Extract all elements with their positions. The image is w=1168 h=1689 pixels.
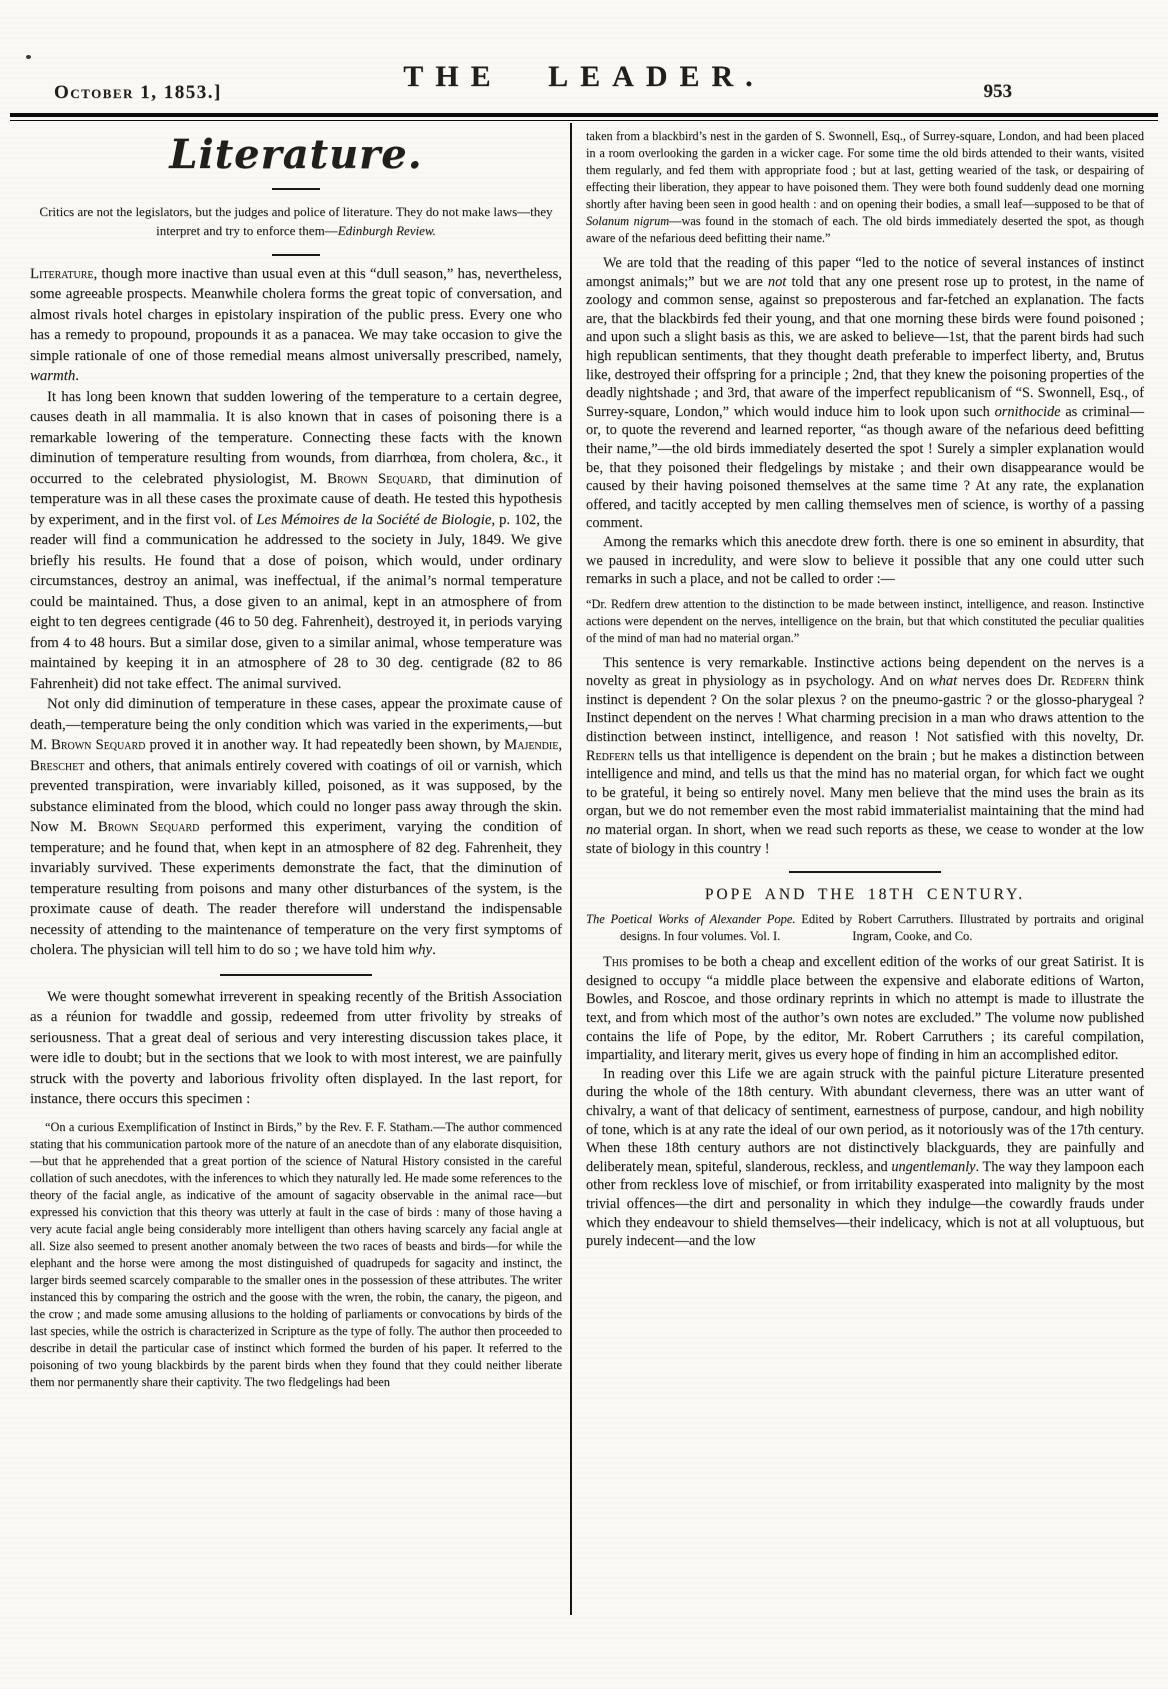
column-divider-rule <box>570 123 572 1615</box>
citation-text: The Poetical Works of Alexander Pope. Edited by Robert Carruthers. Illustrated by portraits and original designs. In four volumes. Vol. I. <box>586 912 1144 943</box>
masthead <box>0 60 1168 104</box>
article-paragraph: In reading over this Life we are again struck with the painful picture Literature presented during the whole of the 18th century. With abundant cleverness, there was an utter want of chivalry, a want of that delicacy of sentiment, earnestness of purpose, candour, and high nobility of tone, which is at any rate the ideal of our own period, as it notoriously was of the 17th century. When these 18th century authors are not distinctively blackguards, they are painfully and deliberately mean, spiteful, slanderous, reckless, and ungentlemanly. The way they lampoon each other from reckless love of mischief, or from irritability exasperated into malignity by the most trivial offences—the dirt and personality in which they indulge—the cowardly frauds under which they endeavour to shield themselves—their indelicacy, which is not at all voluptuous, but purely indecent—and the low <box>586 1065 1144 1250</box>
article-paragraph: We are told that the reading of this paper “led to the notice of several instances of instinct amongst animals;” but we are not told that any one present rose up to protest, in the name of zoology and common sense, against so preposterous and far-fetched an explanation. The facts are, that the blackbirds fed their young, and that one morning these birds were found poisoned ; and upon such a slight basis as this, we are asked to believe—1st, that the parent birds had such high republican sentiments, that they thought death preferable to imperfect liberty, and, Brutus like, destroyed their offspring for a principle ; 2nd, that they knew the poisoning properties of the deadly nightshade ; and 3rd, that aware of the imperfect republicanism of “S. Swonnell, Esq., of Surrey-square, London,” which would induce him to look upon such ornithocide as criminal—or, to quote the reverend and learned reporter, “as though aware of the nefarious deed befitting their name,”—the old birds immediately deserted the spot ! Surely a simpler explanation would be, that they poisoned their fledgelings by mistake ; and their own disappearance would be caused by their having poisoned themselves at the same time ? At any rate, the explanation offered, and tacitly accepted by men calling themselves men of science, is worthy of a passing comment. <box>586 255 1144 532</box>
newspaper-title: THE LEADER. <box>403 60 765 93</box>
article-paragraph: This promises to be both a cheap and excellent edition of the works of our great Satirist. It is designed to occupy “a middle place between the expensive and elaborate editions of Warton, Bowles, and Roscoe, and those ordinary reprints in which no attempt is made to illustrate the text, and from which most of the author’s own notes are excluded.” The volume now published contains the life of Pope, by the editor, Mr. Robert Carruthers ; its careful compilation, impartiality, and literary merit, gives us every hope of finding in him an accomplished editor. <box>586 954 1144 1064</box>
review-heading: POPE AND THE 18TH CENTURY. <box>704 886 1026 904</box>
ink-speck <box>26 55 31 59</box>
epigraph: Critics are not the legislators, but the judges and police of literature. They do not make laws—they interpret and try to enforce them—Edinburgh Review. <box>39 204 553 238</box>
quoted-extract: “On a curious Exemplification of Instinct in Birds,” by the Rev. F. F. Statham.—The author commenced stating that his communication partook more of the nature of an anecdote than of any elaborate disquisition,—but that he apprehended that a great portion of the science of Natural History consisted in the careful collation of such anecdotes, with the inferences to which they naturally led. He made some references to the theory of the facial angle, as indicative of the amount of sagacity observable in the animal race—but expressed his conviction that this theory was utterly at fault in the case of birds : many of those having a very acute facial angle being considerably more intelligent than others having scarcely any facial angle at all. Size also seemed to present another anomaly between the two races of beasts and birds—for while the elephant and the horse were among the most distinguished of quadrupeds for sagacity and instinct, the larger birds seemed scarcely comparable to the smaller ones in the possession of these attributes. The writer instanced this by comparing the ostrich and the goose with the wren, the robin, the canary, the pigeon, and the crow ; and made some amusing allusions to the holding of parliaments or convocations by birds of the last species, while the ostrich is characterized in Scripture as the type of folly. The author then proceeded to describe in detail the particular case of instinct which formed the burden of his paper. It referred to the poisoning of two young blackbirds by the parent birds when they found that they could neither liberate them nor permanently share their captivity. The two fledgelings had been <box>30 1119 562 1389</box>
section-title-literature: Literature. <box>169 131 423 178</box>
article-paragraph: We were thought somewhat irreverent in speaking recently of the British Association as a réunion for twaddle and gossip, redeemed from utter frivolity by streaks of seriousness. That a great deal of serious and very interesting discussion takes place, it were idle to doubt; but in the sections that we look to with most interest, we are painfully struck with the poverty and laborious frivolity often displayed. In the last report, for instance, there occurs this specimen : <box>30 988 562 1108</box>
quoted-extract-continuation: taken from a blackbird’s nest in the garden of S. Swonnell, Esq., of Surrey-square, London, and had been placed in a room overlooking the garden in a wicker cage. For some time the old birds attended to their wants, visited them regularly, and fed them with appropriate food ; but at last, getting wearied of the task, or despairing of effecting their liberation, they appear to have poisoned them. They were both found suddenly dead one morning shortly after having been seen in good health : and on opening their bodies, a small leaf—supposed to be that of Solanum nigrum—was found in the stomach of each. The old birds immediately deserted the spot, as though aware of the nefarious deed befitting their name.” <box>586 129 1144 245</box>
publisher-name: Ingram, Cooke, and Co. <box>852 928 973 943</box>
article-paragraph: It has long been known that sudden lowering of the temperature to a certain degree, causes death in all mammalia. It is also known that in cases of poisoning there is a remarkable lowering of the temperature. Connecting these facts with the known diminution of temperature resulting from wounds, from diarrhœa, from cholera, &c., it occurred to the celebrated physiologist, M. Brown Sequard, that diminution of temperature was in all these cases the proximate cause of death. He tested this hypothesis by experiment, and in the first vol. of Les Mémoires de la Société de Biologie, p. 102, the reader will find a communication he addressed to the society in July, 1849. We give briefly his results. He found that a dose of poison, which would, under ordinary circumstances, destroy an animal, was ineffectual, if the animal’s normal temperature could be maintained. Thus, a dose given to an animal, kept in an atmosphere of from eight to ten degrees centigrade (46 to 50 deg. Fahrenheit), destroyed it, in periods varying from 4 to 48 hours. But a similar dose, given to a similar animal, whose temperature was maintained by keeping it in an atmosphere of 28 to 30 deg. centigrade (82 to 86 Fahrenheit) did not take effect. The animal survived. <box>30 388 562 692</box>
page-number: 953 <box>983 81 1012 102</box>
right-column <box>586 125 1144 1251</box>
book-citation <box>586 911 1144 944</box>
masthead-rule <box>10 113 1158 121</box>
left-column <box>30 125 562 1403</box>
article-paragraph: Not only did diminution of temperature in these cases, appear the proximate cause of death,—temperature being the only condition which was varied in the experiments,—but M. Brown Sequard proved it in another way. It had repeatedly been shown, by Majendie, Breschet and others, that animals entirely covered with coatings of oil or varnish, which prevented transpiration, were invariably killed, poisoned, as it was supposed, by the substance eliminated from the blood, which could no longer pass away through the skin. Now M. Brown Sequard performed this experiment, varying the condition of temperature; and he found that, when kept in an atmosphere of 82 deg. Fahrenheit, they invariably survived. These experiments demonstrate the fact, that the diminution of temperature resulting from poisons and many other disturbances of the system, is the proximate cause of death. The reader therefore will understand the indispensable necessity of attending to the maintenance of temperature on the very first symptoms of cholera. The physician will tell him to do so ; we have told him why. <box>30 696 563 959</box>
article-paragraph: This sentence is very remarkable. Instinctive actions being dependent on the nerves is a novelty as great in physiology as in psychology. And on what nerves does Dr. Redfern think instinct is dependent ? On the solar plexus ? on the pneumo-gastric ? or the glosso-pharygeal ? Instinct dependent on the nerves ! What charming precision in a man who draws attention to the distinction between instinct, intelligence, and reason ! Not satisfied with this novelty, Dr. Redfern tells us that intelligence is dependent on the brain ; but he makes a distinction between intelligence and mind, and tells us that the mind has no material organ, for which fact we ought to be grateful, it being so entirely novel. Many men believe that the mind uses the brain as its organ, but we do not remember even the most rabid immaterialist maintaining that the mind had no material organ. In short, when we read such reports as these, we cease to wonder at the low state of biology in this country ! <box>586 654 1144 857</box>
article-paragraph: Literature, though more inactive than usual even at this “dull season,” has, nevertheless, some agreeable prospects. Meanwhile cholera forms the great topic of conversation, and almost rivals hotel charges in epistolary inspiration of the public press. Every one who has a remedy to propound, propounds it as a panacea. We may take occasion to give the simple rationale of one of those remedial means almost universally prescribed, namely, warmth. <box>30 265 562 385</box>
short-rule <box>272 188 320 190</box>
article-paragraph: Among the remarks which this anecdote drew forth. there is one so eminent in absurdity, that we paused in incredulity, and were slow to believe it possible that any one could utter such remarks in such a place, and not be called to order :— <box>586 533 1144 588</box>
issue-date: October 1, 1853.] <box>54 82 222 103</box>
article-separator-rule <box>220 974 372 976</box>
text-columns <box>0 121 1168 1403</box>
article-separator-rule <box>789 871 941 873</box>
quoted-extract: “Dr. Redfern drew attention to the distinction to be made between instinct, intelligence, and reason. Instinctive actions were dependent on the nerves, intelligence on the brain, but that which constituted the peculiar qualities of the mind of man had no material organ.” <box>586 596 1144 645</box>
short-rule <box>272 254 320 256</box>
